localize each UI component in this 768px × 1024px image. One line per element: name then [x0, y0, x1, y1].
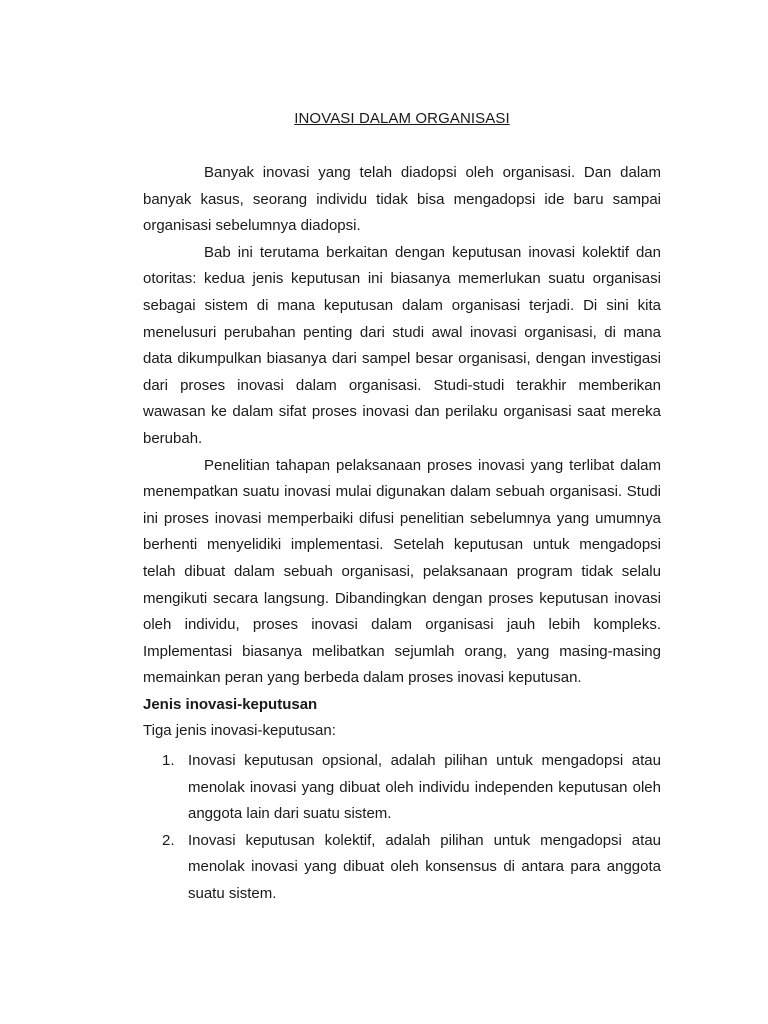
document-title: INOVASI DALAM ORGANISASI	[294, 110, 510, 127]
paragraph: Penelitian tahapan pelaksanaan proses inovasi yang terlibat dalam menempatkan suatu inovasi mulai digunakan dalam sebuah organisasi. Studi ini proses inovasi memperbaiki difusi penelitian sebelumnya yang umumnya berhenti menyelidiki implementasi. Setelah keputusan untuk mengadopsi telah dibuat dalam sebuah organisasi, pelaksanaan program tidak selalu mengikuti secara langsung. Dibandingkan dengan proses keputusan inovasi oleh individu, proses inovasi dalam organisasi jauh lebih kompleks. Implementasi biasanya melibatkan sejumlah orang, yang masing-masing memainkan peran yang berbeda dalam proses inovasi keputusan.	[143, 456, 661, 687]
body-text	[143, 160, 661, 692]
paragraph: Bab ini terutama berkaitan dengan keputusan inovasi kolektif dan otoritas: kedua jenis keputusan ini biasanya memerlukan suatu organisasi sebagai sistem di mana keputusan dalam organisasi terjadi. Di sini kita menelusuri perubahan penting dari studi awal inovasi organisasi, di mana data dikumpulkan biasanya dari sampel besar organisasi, dengan investigasi dari proses inovasi dalam organisasi. Studi-studi terakhir memberikan wawasan ke dalam sifat proses inovasi dan perilaku organisasi saat mereka berubah.	[143, 243, 661, 447]
section-heading: Jenis inovasi-keputusan	[143, 696, 318, 713]
list-item-number: 2.	[162, 831, 175, 849]
list-item	[143, 828, 661, 908]
list-item-number: 1.	[162, 752, 175, 769]
list-intro: Tiga jenis inovasi-keputusan:	[143, 722, 336, 739]
list-item	[143, 748, 661, 828]
numbered-list	[143, 748, 661, 908]
list-item-text: Inovasi keputusan kolektif, adalah pilihan untuk mengadopsi atau menolak inovasi yang dibuat oleh konsensus di antara para anggota suatu sistem.	[188, 831, 661, 902]
paragraph: Banyak inovasi yang telah diadopsi oleh organisasi. Dan dalam banyak kasus, seorang individu tidak bisa mengadopsi ide baru sampai organisasi sebelumnya diadopsi.	[143, 164, 661, 235]
list-item-text: Inovasi keputusan opsional, adalah pilihan untuk mengadopsi atau menolak inovasi yang dibuat oleh individu independen keputusan oleh anggota lain dari suatu sistem.	[188, 752, 661, 823]
